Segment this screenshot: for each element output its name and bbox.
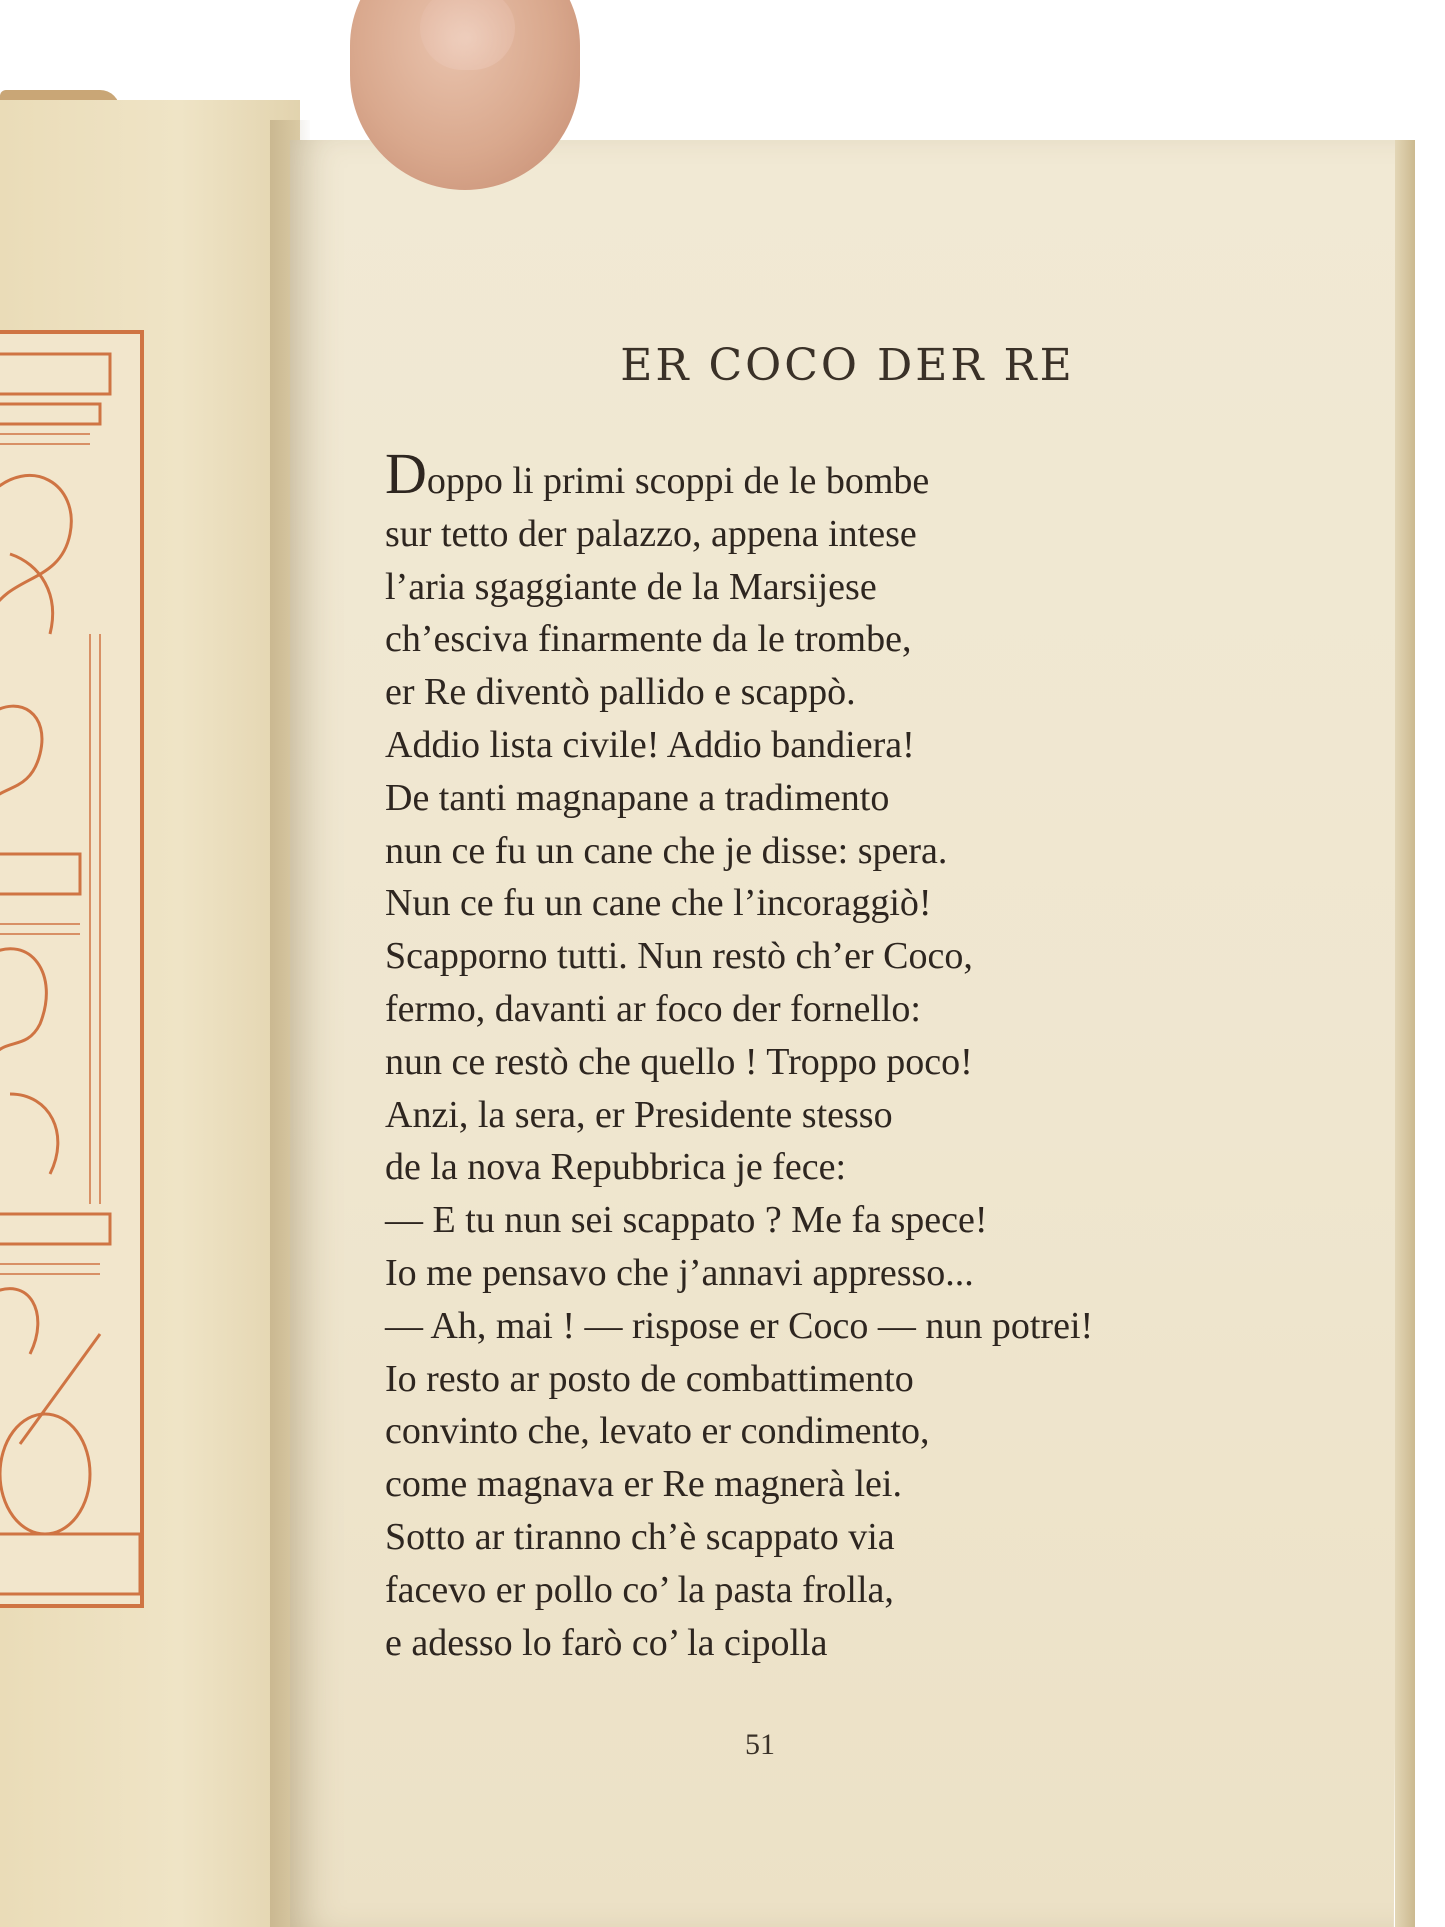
poem-line: Doppo li primi scoppi de le bombe: [385, 441, 930, 506]
poem-line: Anzi, la sera, er Presidente stesso: [385, 1093, 893, 1136]
poem-body: [385, 441, 1385, 1669]
poem-line: convinto che, levato er condimento,: [385, 1410, 930, 1453]
poem-line: sur tetto der palazzo, appena intese: [385, 512, 917, 555]
poem-line: nun ce fu un cane che je disse: spera.: [385, 829, 948, 872]
poem-line: Addio lista civile! Addio bandiera!: [385, 723, 915, 766]
poem-line: de la nova Repubbrica je fece:: [385, 1146, 847, 1189]
poem-line: Scapporno tutti. Nun restò ch’er Coco,: [385, 935, 973, 978]
poem-line: come magnava er Re magnerà lei.: [385, 1463, 902, 1506]
page-edge: [1395, 140, 1415, 1927]
poem-line: er Re diventò pallido e scappò.: [385, 671, 856, 714]
poem-line: e adesso lo farò co’ la cipolla: [385, 1621, 828, 1664]
poem-line: ch’esciva finarmente da le trombe,: [385, 618, 912, 661]
illustration-drawing: [0, 334, 140, 1604]
poem-line: l’aria sgaggiante de la Marsijese: [385, 565, 877, 608]
poem-line: facevo er pollo co’ la pasta frolla,: [385, 1568, 894, 1611]
poem-line: — Ah, mai ! — rispose er Coco — nun potrei!: [385, 1304, 1094, 1347]
poem-line: Sotto ar tiranno ch’è scappato via: [385, 1515, 895, 1558]
poem-title: ER COCO DER RE: [620, 340, 1075, 391]
poem-line: De tanti magnapane a tradimento: [385, 776, 890, 819]
poem-line: Io me pensavo che j’annavi appresso...: [385, 1251, 974, 1294]
page-number: 51: [745, 1728, 775, 1761]
poem-line: — E tu nun sei scappato ? Me fa spece!: [385, 1199, 988, 1242]
poem-line: fermo, davanti ar foco der fornello:: [385, 987, 921, 1030]
poem-line: Nun ce fu un cane che l’incoraggiò!: [385, 882, 932, 925]
illustration-engraving: [0, 330, 144, 1608]
poem-line: nun ce restò che quello ! Troppo poco!: [385, 1040, 973, 1083]
poem-line: Io resto ar posto de combattimento: [385, 1357, 914, 1400]
